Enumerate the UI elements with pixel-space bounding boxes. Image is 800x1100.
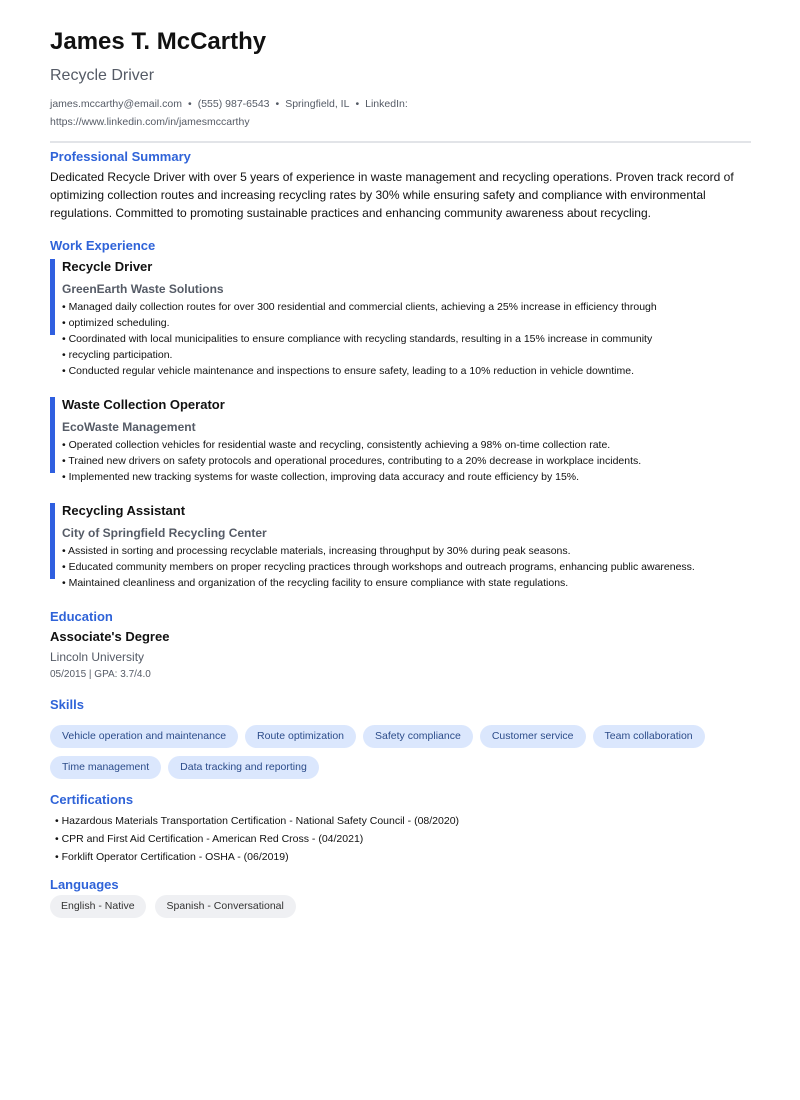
job-bullets	[62, 437, 751, 485]
education-degree: Associate's Degree	[50, 629, 170, 644]
resume-header	[50, 28, 751, 143]
job-accent-bar	[50, 259, 55, 335]
job-bullet: • Operated collection vehicles for residential waste and recycling, consistently achieving a 98% on-time collection rate.	[62, 439, 611, 451]
contact-email[interactable]: james.mccarthy@email.com	[50, 98, 183, 110]
education-meta: 05/2015 | GPA: 3.7/4.0	[50, 669, 151, 680]
contact-location: Springfield, IL	[285, 98, 350, 110]
contact-phone: (555) 987-6543	[197, 98, 270, 110]
job-title: Waste Collection Operator	[62, 397, 225, 412]
contact-separator: •	[355, 98, 360, 110]
experience-heading: Work Experience	[50, 238, 156, 253]
job-bullet: • recycling participation.	[62, 349, 173, 361]
languages-heading: Languages	[50, 877, 119, 892]
certification-item: • Forklift Operator Certification - OSHA - (06/2019)	[55, 851, 289, 863]
education-heading: Education	[50, 609, 113, 624]
skills-heading: Skills	[50, 697, 84, 712]
certification-item: • CPR and First Aid Certification - American Red Cross - (04/2021)	[55, 833, 364, 845]
skill-chip: Route optimization	[245, 725, 356, 748]
experience-section	[50, 238, 751, 591]
job-entry	[50, 397, 751, 485]
job-bullet: • Assisted in sorting and processing recyclable materials, increasing throughput by 30% during peak seasons.	[62, 545, 571, 557]
job-company: City of Springfield Recycling Center	[62, 526, 267, 540]
job-bullet: • Educated community members on proper recycling practices through workshops and outreach programs, enhancing public awareness.	[62, 561, 695, 573]
job-title: Recycle Driver	[62, 259, 153, 274]
job-bullet: • Conducted regular vehicle maintenance and inspections to ensure safety, leading to a 10% reduction in vehicle downtime.	[62, 365, 634, 377]
job-company: EcoWaste Management	[62, 420, 196, 434]
job-bullet: • Implemented new tracking systems for waste collection, improving data accuracy and route efficiency by 15%.	[62, 471, 580, 483]
languages-section	[50, 877, 751, 918]
summary-heading: Professional Summary	[50, 149, 191, 164]
education-section	[50, 609, 751, 682]
job-bullet: • optimized scheduling.	[62, 317, 170, 329]
contact-separator: •	[275, 98, 280, 110]
skills-section	[50, 697, 751, 779]
candidate-title: Recycle Driver	[50, 67, 155, 84]
job-bullet: • Coordinated with local municipalities to ensure compliance with recycling standards, resulting in a 15% increase in community	[62, 333, 653, 345]
certifications-heading: Certifications	[50, 792, 134, 807]
job-entry	[50, 503, 751, 591]
job-bullet: • Trained new drivers on safety protocols and operational procedures, contributing to a 20% decrease in workplace incidents.	[62, 455, 642, 467]
job-title: Recycling Assistant	[62, 503, 186, 518]
resume-page	[50, 28, 751, 918]
skill-chip: Team collaboration	[593, 725, 705, 748]
skill-chip: Data tracking and reporting	[168, 756, 319, 779]
summary-section	[50, 149, 751, 222]
education-school: Lincoln University	[50, 650, 145, 664]
language-chip: Spanish - Conversational	[155, 895, 296, 918]
certifications-section	[50, 792, 751, 866]
job-accent-bar	[50, 397, 55, 473]
job-bullets	[62, 543, 751, 591]
skill-chip: Customer service	[480, 725, 586, 748]
contact-line	[50, 95, 751, 131]
job-company: GreenEarth Waste Solutions	[62, 282, 224, 296]
language-chip: English - Native	[50, 895, 146, 918]
contact-separator: •	[188, 98, 192, 110]
job-bullet: • Maintained cleanliness and organization of the recycling facility to ensure compliance with state regulations.	[62, 577, 569, 589]
candidate-name: James T. McCarthy	[50, 28, 267, 55]
job-bullets	[62, 299, 751, 379]
job-bullet: • Managed daily collection routes for over 300 residential and commercial clients, achieving a 25% increase in efficiency through	[62, 301, 657, 313]
certifications-list	[50, 812, 751, 866]
contact-linkedin-label: LinkedIn:	[365, 98, 408, 110]
skill-chip: Time management	[50, 756, 161, 779]
job-entry	[50, 259, 751, 379]
skill-chip: Vehicle operation and maintenance	[50, 725, 238, 748]
certification-item: • Hazardous Materials Transportation Certification - National Safety Council - (08/2020)	[55, 815, 460, 827]
job-accent-bar	[50, 503, 55, 579]
contact-linkedin-url[interactable]: https://www.linkedin.com/in/jamesmccarthy	[50, 116, 250, 128]
skills-list	[50, 725, 751, 779]
languages-list	[50, 895, 751, 918]
summary-text: Dedicated Recycle Driver with over 5 years of experience in waste management and recycling operations. Proven track record of optimizing collection routes and increasing recycling rates by 30% while ensuring safety and compliance with environmental regulations. Committed to promoting sustainable practices and enhancing community awareness about recycling.	[50, 170, 734, 220]
skill-chip: Safety compliance	[363, 725, 473, 748]
header-divider	[50, 141, 751, 143]
